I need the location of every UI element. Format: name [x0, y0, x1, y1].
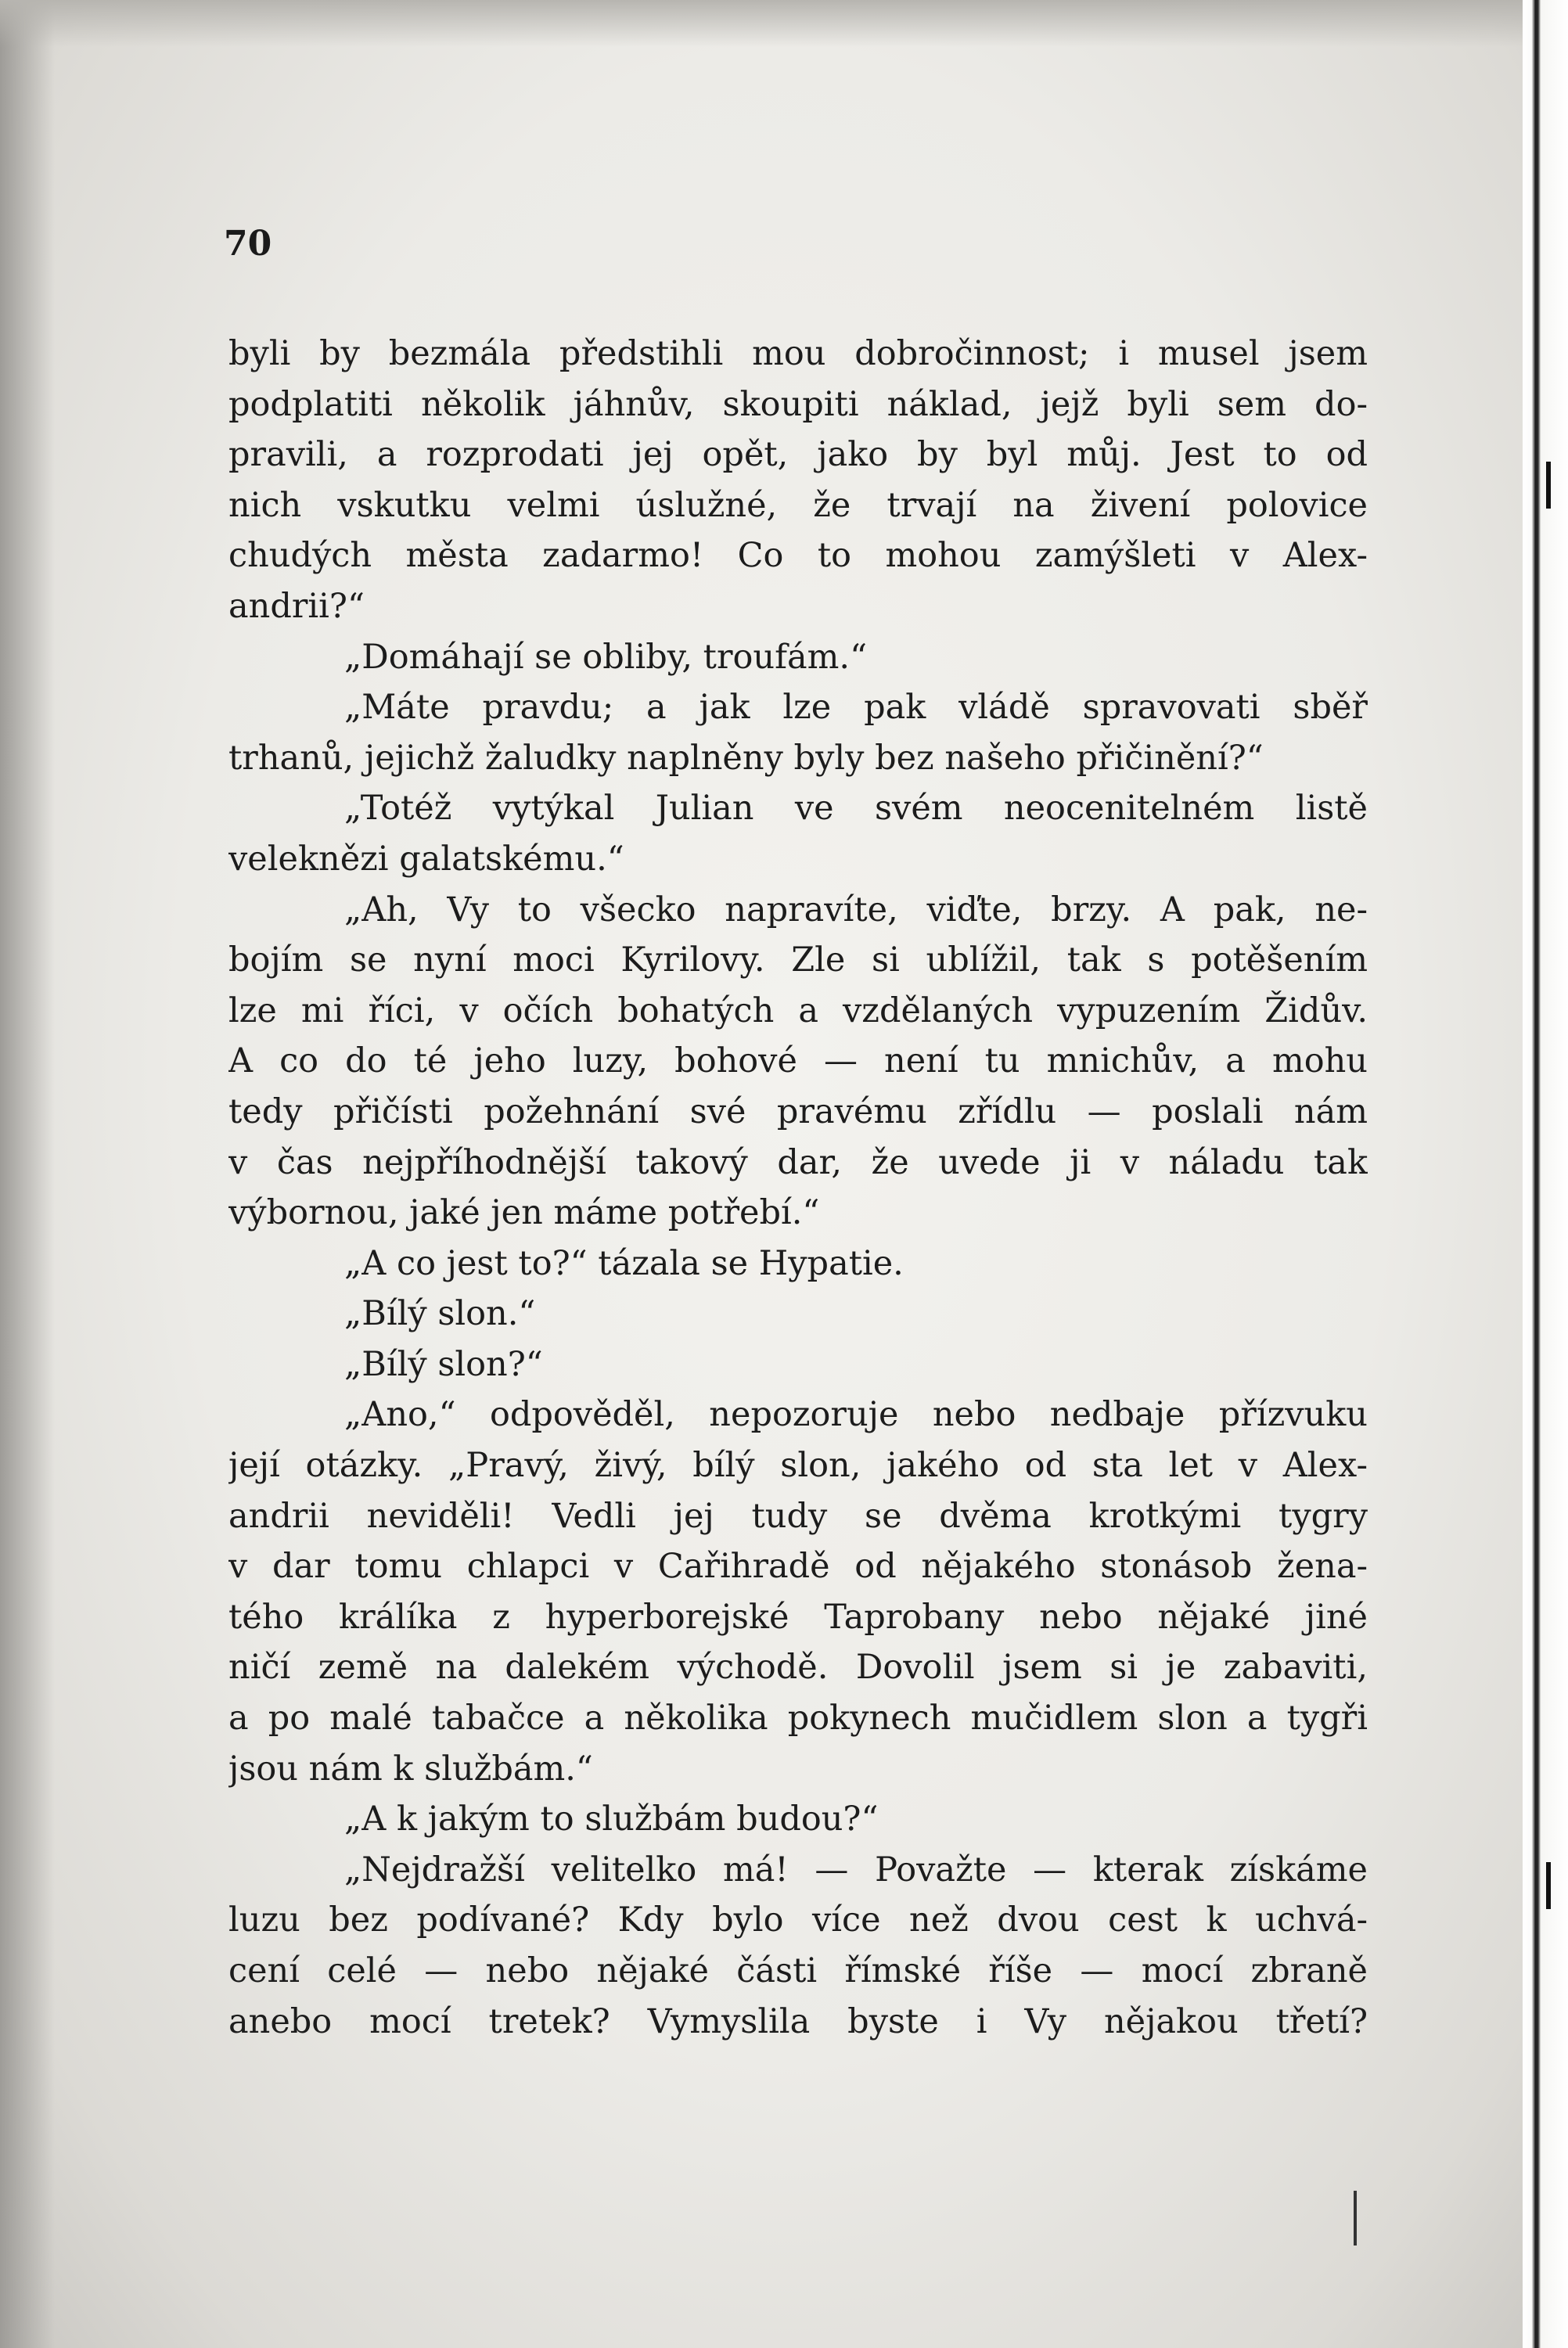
text-line: anebo mocí tretek? Vymyslila byste i Vy nějakou třetí?: [228, 2001, 1368, 2041]
page-gutter-shadow: [0, 0, 55, 2348]
text-line: byli by bezmála předstihli mou dobročinnost; i musel jsem: [228, 334, 1368, 373]
text-line: jsou nám k službám.“: [228, 1749, 593, 1789]
text-line: chudých města zadarmo! Co to mohou zamýšleti v Alex-: [228, 536, 1368, 576]
text-line: „Domáhají se obliby, troufám.“: [344, 637, 868, 677]
text-line: podplatiti několik jáhnův, skoupiti náklad, jejž byli sem do-: [228, 384, 1368, 424]
page-top-shadow: [0, 0, 1568, 47]
text-line: výbornou, jaké jen máme potřebí.“: [228, 1193, 820, 1233]
text-line: „A co jest to?“ tázala se Hypatie.: [344, 1243, 904, 1283]
text-line: „Máte pravdu; a jak lze pak vládě spravovati sběř: [344, 688, 1368, 728]
text-line: andrii?“: [228, 586, 365, 626]
text-line: trhanů, jejichž žaludky naplněny byly bez našeho přičinění?“: [228, 738, 1264, 778]
text-line: „Totéž vytýkal Julian ve svém neocenitelném listě: [344, 789, 1368, 829]
edge-mark: [1546, 462, 1551, 509]
text-line: veleknězi galatskému.“: [228, 839, 624, 879]
body-text: [228, 329, 1368, 2047]
text-line: „Ah, Vy to všecko napravíte, viďte, brzy. A pak, ne-: [344, 890, 1368, 929]
text-line: A co do té jeho luzy, bohové — není tu mnichův, a mohu: [228, 1041, 1368, 1081]
text-line: „A k jakým to službám budou?“: [344, 1800, 879, 1839]
text-line: pravili, a rozprodati jej opět, jako by byl můj. Jest to od: [228, 435, 1368, 475]
text-line: cení celé — nebo nějaké části římské říše — mocí zbraně: [228, 1951, 1368, 1990]
edge-mark: [1354, 2191, 1357, 2246]
text-line: „Ano,“ odpověděl, nepozoruje nebo nedbaje přízvuku: [344, 1395, 1368, 1435]
page-number: 70: [224, 224, 272, 264]
text-line: v čas nejpříhodnější takový dar, že uvede ji v náladu tak: [228, 1142, 1368, 1182]
text-line: lze mi říci, v očích bohatých a vzdělaných vypuzením Židův.: [228, 991, 1368, 1030]
text-line: „Bílý slon.“: [344, 1294, 536, 1334]
text-line: ničí země na dalekém východě. Dovolil jsem si je zabaviti,: [228, 1648, 1368, 1688]
text-line: a po malé tabačce a několika pokynech mučidlem slon a tygři: [228, 1699, 1368, 1739]
text-line: bojím se nyní moci Kyrilovy. Zle si ublížil, tak s potěšením: [228, 940, 1368, 980]
text-line: v dar tomu chlapci v Cařihradě od nějakého stonásob žena-: [228, 1547, 1368, 1587]
text-line: její otázky. „Pravý, živý, bílý slon, jakého od sta let v Alex-: [228, 1446, 1368, 1486]
text-line: luzu bez podívané? Kdy bylo více než dvou cest k uchvá-: [228, 1900, 1368, 1940]
text-line: „Bílý slon?“: [344, 1344, 543, 1384]
text-line: andrii neviděli! Vedli jej tudy se dvěma krotkými tygry: [228, 1496, 1368, 1536]
edge-mark: [1546, 1862, 1551, 1909]
text-line: „Nejdražší velitelko má! — Považte — kterak získáme: [344, 1850, 1368, 1890]
text-line: tedy přičísti požehnání své pravému zřídlu — poslali nám: [228, 1091, 1368, 1131]
page-edge-binding: [1523, 0, 1568, 2348]
text-line: nich vskutku velmi úslužné, že trvají na živení polovice: [228, 485, 1368, 525]
text-line: tého králíka z hyperborejské Taprobany nebo nějaké jiné: [228, 1597, 1368, 1637]
